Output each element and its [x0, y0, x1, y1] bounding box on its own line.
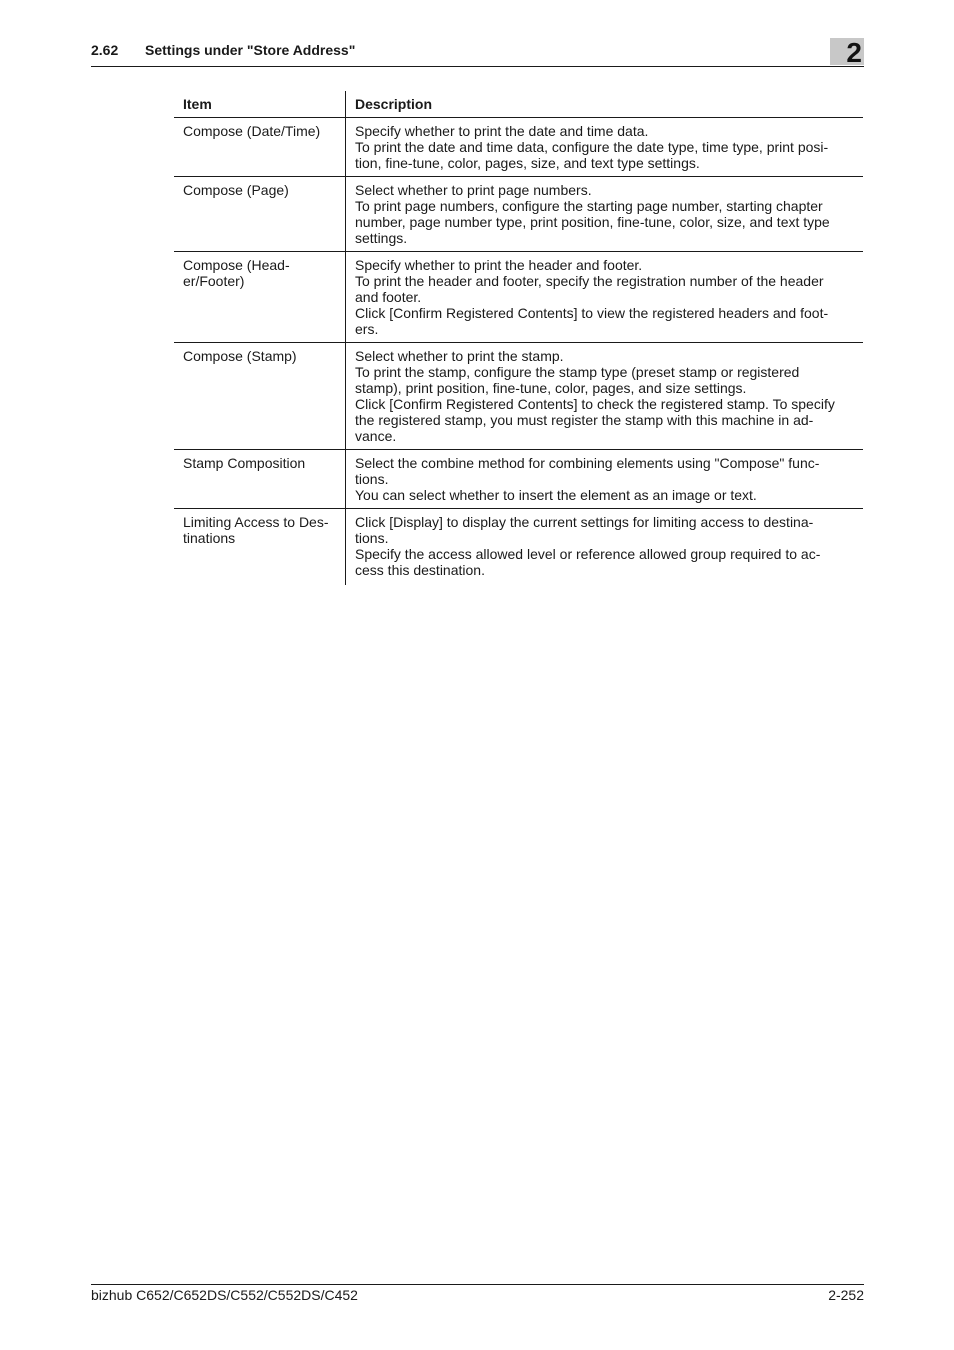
table-row	[174, 118, 863, 177]
item-text: tinations	[183, 530, 236, 546]
table-header-row	[174, 91, 863, 118]
footer-page-number: 2-252	[828, 1287, 864, 1303]
description-line: Click [Confirm Registered Contents] to check the registered stamp. To specify	[355, 396, 835, 412]
description-line: the registered stamp, you must register the stamp with this machine in ad-	[355, 412, 814, 428]
description-line: Click [Display] to display the current settings for limiting access to destina-	[355, 514, 814, 530]
description-line: Specify the access allowed level or reference allowed group required to ac-	[355, 546, 821, 562]
description-cell	[346, 252, 864, 343]
description-line: To print the stamp, configure the stamp type (preset stamp or registered	[355, 364, 800, 380]
description-line: ers.	[355, 321, 379, 337]
item-text: Compose (Stamp)	[183, 348, 297, 364]
item-text: Compose (Head-	[183, 257, 290, 273]
settings-table	[174, 91, 863, 585]
description-cell	[346, 118, 864, 177]
item-cell	[174, 343, 346, 450]
item-text: Limiting Access to Des-	[183, 514, 329, 530]
column-header-description: Description	[346, 91, 864, 118]
description-line: and footer.	[355, 289, 422, 305]
table-row	[174, 343, 863, 450]
description-line: tions.	[355, 471, 389, 487]
item-text: er/Footer)	[183, 273, 245, 289]
item-text: Compose (Page)	[183, 182, 289, 198]
description-line: tion, fine-tune, color, pages, size, and text type settings.	[355, 155, 700, 171]
description-line: tions.	[355, 530, 389, 546]
description-line: vance.	[355, 428, 397, 444]
item-cell	[174, 509, 346, 586]
description-cell	[346, 509, 864, 586]
section-number: 2.62	[91, 42, 119, 58]
description-line: number, page number type, print position, fine-tune, color, size, and text type	[355, 214, 830, 230]
chapter-number: 2	[846, 37, 862, 68]
item-cell	[174, 118, 346, 177]
description-cell	[346, 177, 864, 252]
section-title: Settings under "Store Address"	[145, 42, 356, 58]
description-line: Select the combine method for combining elements using "Compose" func-	[355, 455, 820, 471]
description-line: Specify whether to print the date and time data.	[355, 123, 649, 139]
item-cell	[174, 252, 346, 343]
description-cell	[346, 450, 864, 509]
description-line: To print page numbers, configure the starting page number, starting chapter	[355, 198, 823, 214]
description-line: Specify whether to print the header and footer.	[355, 257, 643, 273]
footer-model: bizhub C652/C652DS/C552/C552DS/C452	[91, 1287, 358, 1303]
description-cell	[346, 343, 864, 450]
description-line: You can select whether to insert the element as an image or text.	[355, 487, 757, 503]
page-header	[91, 37, 864, 68]
page-footer	[91, 1284, 864, 1303]
table-row	[174, 509, 863, 586]
description-line: Select whether to print page numbers.	[355, 182, 592, 198]
table-row	[174, 177, 863, 252]
description-line: stamp), print position, fine-tune, color, pages, and size settings.	[355, 380, 747, 396]
description-line: Select whether to print the stamp.	[355, 348, 564, 364]
description-line: settings.	[355, 230, 408, 246]
item-cell	[174, 450, 346, 509]
item-text: Compose (Date/Time)	[183, 123, 321, 139]
table-row	[174, 252, 863, 343]
description-line: To print the header and footer, specify the registration number of the header	[355, 273, 824, 289]
column-header-item: Item	[174, 91, 346, 118]
description-line: Click [Confirm Registered Contents] to view the registered headers and foot-	[355, 305, 829, 321]
description-line: cess this destination.	[355, 562, 485, 578]
item-text: Stamp Composition	[183, 455, 306, 471]
description-line: To print the date and time data, configure the date type, time type, print posi-	[355, 139, 829, 155]
table-row	[174, 450, 863, 509]
item-cell	[174, 177, 346, 252]
